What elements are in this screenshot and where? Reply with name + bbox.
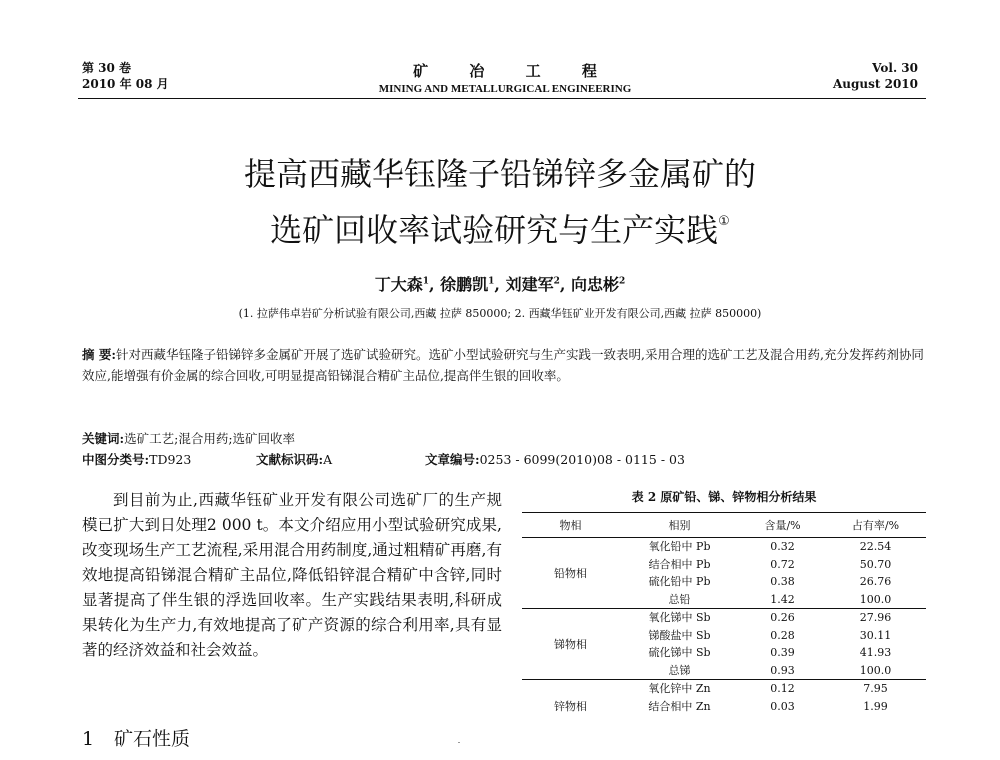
- table-cell: 氧化锑中 Sb: [648, 611, 711, 625]
- author: 向忠彬$^2$: [571, 275, 626, 294]
- table-cell: 锑酸盐中 Sb: [648, 628, 711, 642]
- table-cell: 41.93: [859, 646, 892, 660]
- introduction-text: [82, 488, 502, 663]
- table-cell: 27.96: [859, 611, 892, 625]
- group-zinc: 锌物相: [553, 700, 587, 713]
- table-cell: 0.32: [770, 540, 795, 554]
- table-cell: 0.38: [770, 575, 795, 589]
- table-cell: 100.0: [825, 591, 926, 609]
- abstract-text: 针对西藏华钰隆子铅锑锌多金属矿开展了选矿试验研究。选矿小型试验研究与生产实践一致表明,采用合理的选矿工艺及混合用药,充分发挥药剂协同效应,能增强有价金属的综合回收,可明显提高铅锑混合精矿主品位,提高伴生银的回收率。: [82, 347, 924, 383]
- table-header-row: [522, 513, 926, 538]
- col-header-phase: 物相: [522, 513, 619, 538]
- group-antimony: 锑物相: [522, 609, 619, 680]
- journal-title-cn: 矿 冶 工 程: [413, 62, 615, 80]
- header-rule: [78, 98, 926, 99]
- table-cell: 30.11: [859, 628, 892, 642]
- intro-paragraph: 到目前为止,西藏华钰矿业开发有限公司选矿厂的生产规模已扩大到日处理2 000 t。本文介绍应用小型试验研究成果,改变现场生产工艺流程,采用混合用药制度,通过粗精矿再磨,有效地提高铅锑混合精矿主品位,降低铅锌混合精矿中含锌,同时显著提高了伴生银的浮选回收率。生产实践结果表明,科研成果转化为生产力,有效地提高了矿产资源的综合利用率,具有显著的经济效益和社会效益。: [82, 491, 502, 659]
- author: 刘建军$^2$,: [505, 275, 566, 294]
- running-header-left: [82, 60, 169, 92]
- table-row: [522, 538, 926, 556]
- volume-cn: 第 30 卷: [82, 61, 132, 75]
- date-cn: 2010 年 08 月: [82, 77, 169, 91]
- article-number-label: 文章编号:: [424, 452, 480, 467]
- col-header-category: 相别: [619, 513, 740, 538]
- keywords-and-classification: [82, 428, 685, 470]
- table-caption: 表 2 原矿铅、锑、锌物相分析结果: [631, 490, 817, 504]
- table-row: [522, 609, 926, 627]
- table-cell: 硫化锑中 Sb: [648, 646, 711, 660]
- running-header-center: [340, 60, 670, 95]
- abstract-label: 摘 要:: [82, 347, 116, 362]
- table-cell: 1.42: [740, 591, 825, 609]
- table-cell: 硫化铅中 Pb: [648, 575, 711, 589]
- section-number: 1: [82, 728, 95, 750]
- author-list: [100, 272, 900, 295]
- affiliations: (1. 拉萨伟卓岩矿分析试验有限公司,西藏 拉萨 850000; 2. 西藏华钰矿业开发有限公司,西藏 拉萨 850000): [238, 307, 762, 320]
- col-header-share: 占有率/%: [825, 513, 926, 538]
- table-cell: 7.95: [863, 682, 888, 696]
- clc-code: TD923: [149, 452, 192, 467]
- table-cell: 总铅: [619, 591, 740, 609]
- table-cell: 0.72: [770, 557, 795, 571]
- table-cell: 0.39: [770, 646, 795, 660]
- journal-title-en: MINING AND METALLURGICAL ENGINEERING: [378, 83, 632, 95]
- footnote-mark: ①: [718, 214, 730, 229]
- table-cell: 0.93: [740, 662, 825, 680]
- keywords-label: 关键词:: [82, 431, 125, 446]
- date-en: August 2010: [832, 77, 918, 91]
- author: 徐鹏凯$^1$,: [440, 275, 500, 294]
- section-title: 矿石性质: [114, 728, 191, 750]
- table-cell: 0.12: [770, 682, 795, 696]
- clc-label: 中图分类号:: [82, 452, 150, 467]
- table-cell: 0.03: [770, 699, 795, 713]
- running-header-right: [833, 60, 918, 92]
- doc-code-label: 文献标识码:: [255, 452, 324, 467]
- table-cell: 26.76: [859, 575, 892, 589]
- doc-code: A: [323, 452, 333, 467]
- table-cell: 氧化锌中 Zn: [648, 682, 711, 696]
- speck: [458, 742, 460, 743]
- classification-line: [82, 449, 685, 470]
- keywords: [82, 428, 685, 449]
- table-cell: 100.0: [825, 662, 926, 680]
- table-cell: 0.26: [770, 611, 795, 625]
- author: 丁大森$^1$,: [374, 275, 435, 294]
- table-cell: 22.54: [859, 540, 892, 554]
- table-cell: 50.70: [859, 557, 892, 571]
- table-cell: 1.99: [863, 699, 888, 713]
- table-row: [522, 680, 926, 698]
- col-header-content: 含量/%: [740, 513, 825, 538]
- phase-analysis-table: [522, 512, 926, 715]
- section-heading: [82, 724, 190, 751]
- table-cell: 总锑: [619, 662, 740, 680]
- table-cell: 结合相中 Zn: [648, 699, 711, 713]
- group-lead: 铅物相: [522, 538, 619, 609]
- abstract: [82, 344, 928, 386]
- article-number: 0253 - 6099(2010)08 - 0115 - 03: [479, 452, 685, 467]
- paper-title-line-2: 选矿回收率试验研究与生产实践①: [270, 211, 730, 249]
- volume-en: Vol. 30: [872, 61, 918, 75]
- table-cell: 结合相中 Pb: [648, 557, 711, 571]
- paper-title-line-1: 提高西藏华钰隆子铅锑锌多金属矿的: [243, 155, 756, 193]
- keywords-text: 选矿工艺;混合用药;选矿回收率: [124, 431, 296, 446]
- table-cell: 氧化铅中 Pb: [648, 540, 711, 554]
- table-cell: 0.28: [770, 628, 795, 642]
